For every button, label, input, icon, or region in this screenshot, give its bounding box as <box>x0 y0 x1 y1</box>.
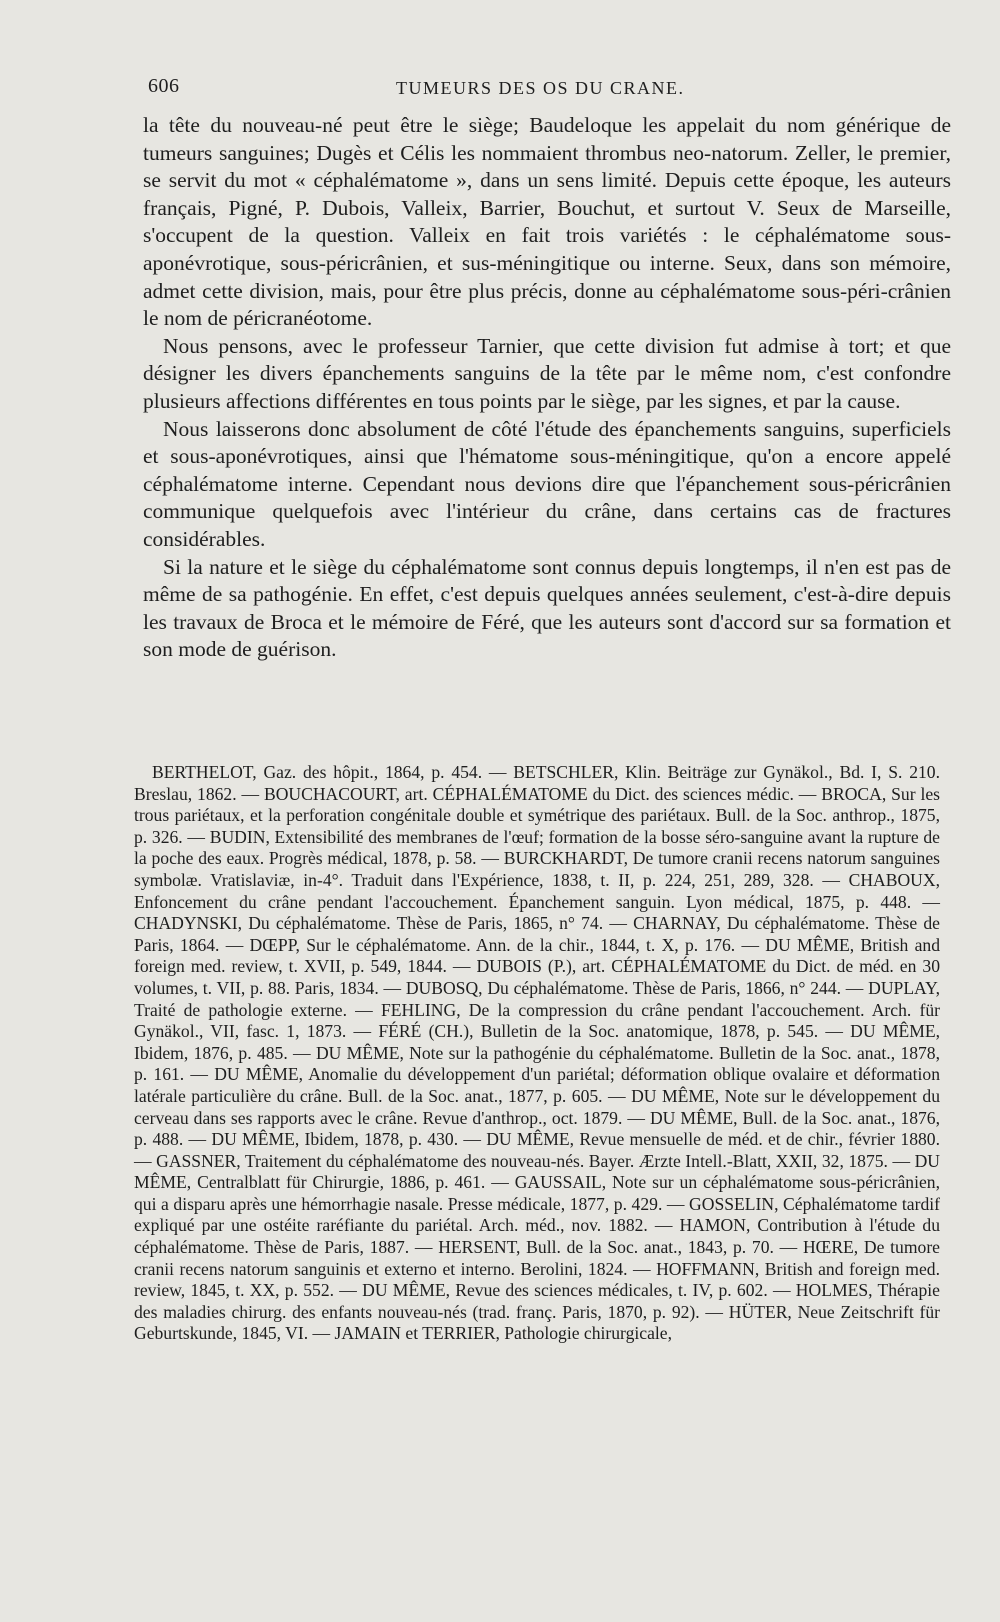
running-title: TUMEURS DES OS DU CRANE. <box>396 78 685 98</box>
paragraph-2: Nous pensons, avec le professeur Tarnier, que cette division fut admise à tort; et que désigner les divers épanchements sanguins de la tête par le même nom, c'est confondre plusieurs affections différentes en tous points par le siège, par les signes, et par la cause. <box>143 333 951 413</box>
paragraph-3: Nous laisserons donc absolument de côté l'étude des épanchements sanguins, superficiels et sous-aponévrotiques, ainsi que l'hématome sous-méningitique, qu'on a encore appelé céphalématome interne. Cependant nous devions dire que l'épanchement sous-péricrânien communique quelquefois avec l'intérieur du crâne, dans certains cas de fractures considérables. <box>143 416 951 551</box>
body-text <box>143 112 951 664</box>
page-header <box>148 75 938 105</box>
paragraph-4: Si la nature et le siège du céphalématome sont connus depuis longtemps, il n'en est pas de même de sa pathogénie. En effet, c'est depuis quelques années seulement, c'est-à-dire depuis les travaux de Broca et le mémoire de Féré, que les auteurs sont d'accord sur sa formation et son mode de guérison. <box>143 554 951 662</box>
page-number: 606 <box>148 75 180 97</box>
bibliography: BERTHELOT, Gaz. des hôpit., 1864, p. 454. — BETSCHLER, Klin. Beiträge zur Gynäkol., Bd. I, S. 210. Breslau, 1862. — BOUCHACOURT, art. CÉPHALÉMATOME du Dict. des sciences médic. — BROCA, Sur les trous pariétaux, et la perforation congénitale double et symétrique des pariétaux. Bull. de la Soc. anthrop., 1875, p. 326. — BUDIN, Extensibilité des membranes de l'œuf; formation de la bosse séro-sanguine avant la rupture de la poche des eaux. Progrès médical, 1878, p. 58. — BURCKHARDT, De tumore cranii recens natorum sanguines symbolæ. Vratislaviæ, in-4°. Traduit dans l'Expérience, 1838, t. II, p. 224, 251, 289, 328. — CHABOUX, Enfoncement du crâne pendant l'accouchement. Épanchement sanguin. Lyon médical, 1875, p. 448. — CHADYNSKI, Du céphalématome. Thèse de Paris, 1865, n° 74. — CHARNAY, Du céphalématome. Thèse de Paris, 1864. — DŒPP, Sur le céphalématome. Ann. de la chir., 1844, t. X, p. 176. — DU MÊME, British and foreign med. review, t. XVII, p. 549, 1844. — DUBOIS (P.), art. CÉPHALÉMATOME du Dict. de méd. en 30 volumes, t. VII, p. 88. Paris, 1834. — DUBOSQ, Du céphalématome. Thèse de Paris, 1866, n° 244. — DUPLAY, Traité de pathologie externe. — FEHLING, De la compression du crâne pendant l'accouchement. Arch. für Gynäkol., VII, fasc. 1, 1873. — FÉRÉ (CH.), Bulletin de la Soc. anatomique, 1878, p. 545. — DU MÊME, Ibidem, 1876, p. 485. — DU MÊME, Note sur la pathogénie du céphalématome. Bulletin de la Soc. anat., 1878, p. 161. — DU MÊME, Anomalie du développement d'un pariétal; déformation oblique ovalaire et déformation latérale particulière du crâne. Bull. de la Soc. anat., 1877, p. 605. — DU MÊME, Note sur le développement du cerveau dans ses rapports avec le crâne. Revue d'anthrop., oct. 1879. — DU MÊME, Bull. de la Soc. anat., 1876, p. 488. — DU MÊME, Ibidem, 1878, p. 430. — DU MÊME, Revue mensuelle de méd. et de chir., février 1880. — GASSNER, Traitement du céphalématome des nouveau-nés. Bayer. Ærzte Intell.-Blatt, XXII, 32, 1875. — DU MÊME, Centralblatt für Chirurgie, 1886, p. 461. — GAUSSAIL, Note sur un céphalématome sous-péricrânien, qui a disparu après une hémorrhagie nasale. Presse médicale, 1877, p. 429. — GOSSELIN, Céphalématome tardif expliqué par une ostéite raréfiante du pariétal. Arch. méd., nov. 1882. — HAMON, Contribution à l'étude du céphalématome. Thèse de Paris, 1887. — HERSENT, Bull. de la Soc. anat., 1843, p. 70. — HŒRE, De tumore cranii recens natorum sanguinis et externo et interno. Berolini, 1824. — HOFFMANN, British and foreign med. review, 1845, t. XX, p. 552. — DU MÊME, Revue des sciences médicales, t. IV, p. 602. — HOLMES, Thérapie des maladies chirurg. des enfants nouveau-nés (trad. franç. Paris, 1870, p. 92). — HÜTER, Neue Zeitschrift für Geburtskunde, 1845, VI. — JAMAIN et TERRIER, Pathologie chirurgicale, <box>134 762 940 1344</box>
paragraph-1: la tête du nouveau-né peut être le siège; Baudeloque les appelait du nom générique de tumeurs sanguines; Dugès et Célis les nommaient thrombus neo-natorum. Zeller, le premier, se servit du mot « céphalématome », dans un sens limité. Depuis cette époque, les auteurs français, Pigné, P. Dubois, Valleix, Barrier, Bouchut, et surtout V. Seux de Marseille, s'occupent de la question. Valleix en fait trois variétés : le céphalématome sous-aponévrotique, sous-péricrânien, et sus-méningitique ou interne. Seux, dans son mémoire, admet cette division, mais, pour être plus précis, donne au céphalématome sous-péri-crânien le nom de péricranéotome. <box>143 113 951 331</box>
